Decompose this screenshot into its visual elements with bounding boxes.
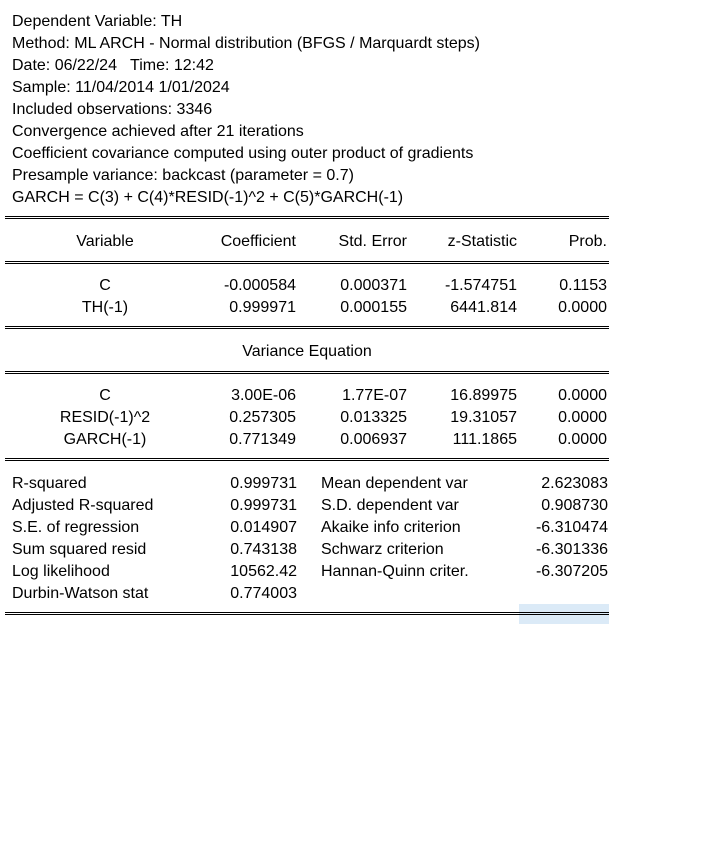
variance-row-prob: 0.0000 xyxy=(558,387,607,404)
variance-row-z-statistic: 111.1865 xyxy=(452,431,517,448)
col-variable: Variable xyxy=(76,233,134,250)
mean-row-std-error: 0.000371 xyxy=(340,277,407,294)
mean-row-variable: C xyxy=(99,277,111,294)
mean-row-std-error: 0.000155 xyxy=(340,299,407,316)
mean-row-coefficient: 0.999971 xyxy=(229,299,296,316)
variance-row-coefficient: 3.00E-06 xyxy=(231,387,296,404)
stat-value: -6.301336 xyxy=(535,541,608,558)
mean-row-prob: 0.0000 xyxy=(558,299,607,316)
rule-before-stats xyxy=(5,458,609,461)
rule-after-columns xyxy=(5,261,609,264)
variance-row-prob: 0.0000 xyxy=(558,409,607,426)
rule-after-variance-title xyxy=(5,371,609,374)
stat-value: -6.307205 xyxy=(535,563,608,580)
header-method: Method: ML ARCH - Normal distribution (BFGS / Marquardt steps) xyxy=(12,35,480,52)
stat-value: 0.908730 xyxy=(541,497,608,514)
stat-label: Akaike info criterion xyxy=(321,519,461,536)
variance-row-z-statistic: 19.31057 xyxy=(450,409,517,426)
stat-label: Adjusted R-squared xyxy=(12,497,154,514)
variance-row-variable: RESID(-1)^2 xyxy=(59,409,151,426)
variance-row-std-error: 1.77E-07 xyxy=(342,387,407,404)
header-observations: Included observations: 3346 xyxy=(12,101,213,118)
stat-value: -6.310474 xyxy=(535,519,608,536)
header-dependent-variable: Dependent Variable: TH xyxy=(12,13,183,30)
header-covariance: Coefficient covariance computed using outer product of gradients xyxy=(12,145,474,162)
stat-value: 0.999731 xyxy=(230,497,297,514)
stat-label: Sum squared resid xyxy=(12,541,147,558)
col-std-error: Std. Error xyxy=(338,233,407,250)
stat-label: Hannan-Quinn criter. xyxy=(321,563,469,580)
variance-row-prob: 0.0000 xyxy=(558,431,607,448)
variance-row-std-error: 0.006937 xyxy=(340,431,407,448)
col-z-statistic: z-Statistic xyxy=(447,233,517,250)
mean-row-z-statistic: 6441.814 xyxy=(450,299,517,316)
stat-label: S.D. dependent var xyxy=(321,497,459,514)
stat-label: Mean dependent var xyxy=(321,475,468,492)
mean-row-variable: TH(-1) xyxy=(81,299,129,316)
header-presample: Presample variance: backcast (parameter = 0.7) xyxy=(12,167,354,184)
stat-label: Log likelihood xyxy=(12,563,110,580)
variance-row-variable: C xyxy=(99,387,111,404)
stat-value: 0.999731 xyxy=(230,475,297,492)
col-prob: Prob. xyxy=(568,233,607,250)
rule-bottom xyxy=(5,612,609,615)
stat-value: 0.774003 xyxy=(230,585,297,602)
header-convergence: Convergence achieved after 21 iterations xyxy=(12,123,304,140)
stat-label: Schwarz criterion xyxy=(321,541,444,558)
variance-equation-title: Variance Equation xyxy=(242,343,372,360)
stat-value: 10562.42 xyxy=(230,563,297,580)
header-sample: Sample: 11/04/2014 1/01/2024 xyxy=(12,79,230,96)
mean-row-z-statistic: -1.574751 xyxy=(444,277,517,294)
stat-value: 0.014907 xyxy=(230,519,297,536)
rule-before-variance xyxy=(5,326,609,329)
variance-row-variable: GARCH(-1) xyxy=(63,431,147,448)
stat-label: Durbin-Watson stat xyxy=(12,585,149,602)
variance-row-std-error: 0.013325 xyxy=(340,409,407,426)
header-garch-spec: GARCH = C(3) + C(4)*RESID(-1)^2 + C(5)*GARCH(-1) xyxy=(12,189,404,206)
mean-row-coefficient: -0.000584 xyxy=(223,277,296,294)
mean-row-prob: 0.1153 xyxy=(559,277,607,294)
rule-top xyxy=(5,216,609,219)
stat-label: R-squared xyxy=(12,475,87,492)
col-coefficient: Coefficient xyxy=(220,233,296,250)
variance-row-z-statistic: 16.89975 xyxy=(450,387,517,404)
stat-value: 2.623083 xyxy=(541,475,608,492)
header-date-time: Date: 06/22/24 Time: 12:42 xyxy=(12,57,214,74)
variance-row-coefficient: 0.257305 xyxy=(229,409,296,426)
variance-row-coefficient: 0.771349 xyxy=(229,431,296,448)
stat-value: 0.743138 xyxy=(230,541,297,558)
stat-label: S.E. of regression xyxy=(12,519,140,536)
estimation-header xyxy=(12,11,480,209)
